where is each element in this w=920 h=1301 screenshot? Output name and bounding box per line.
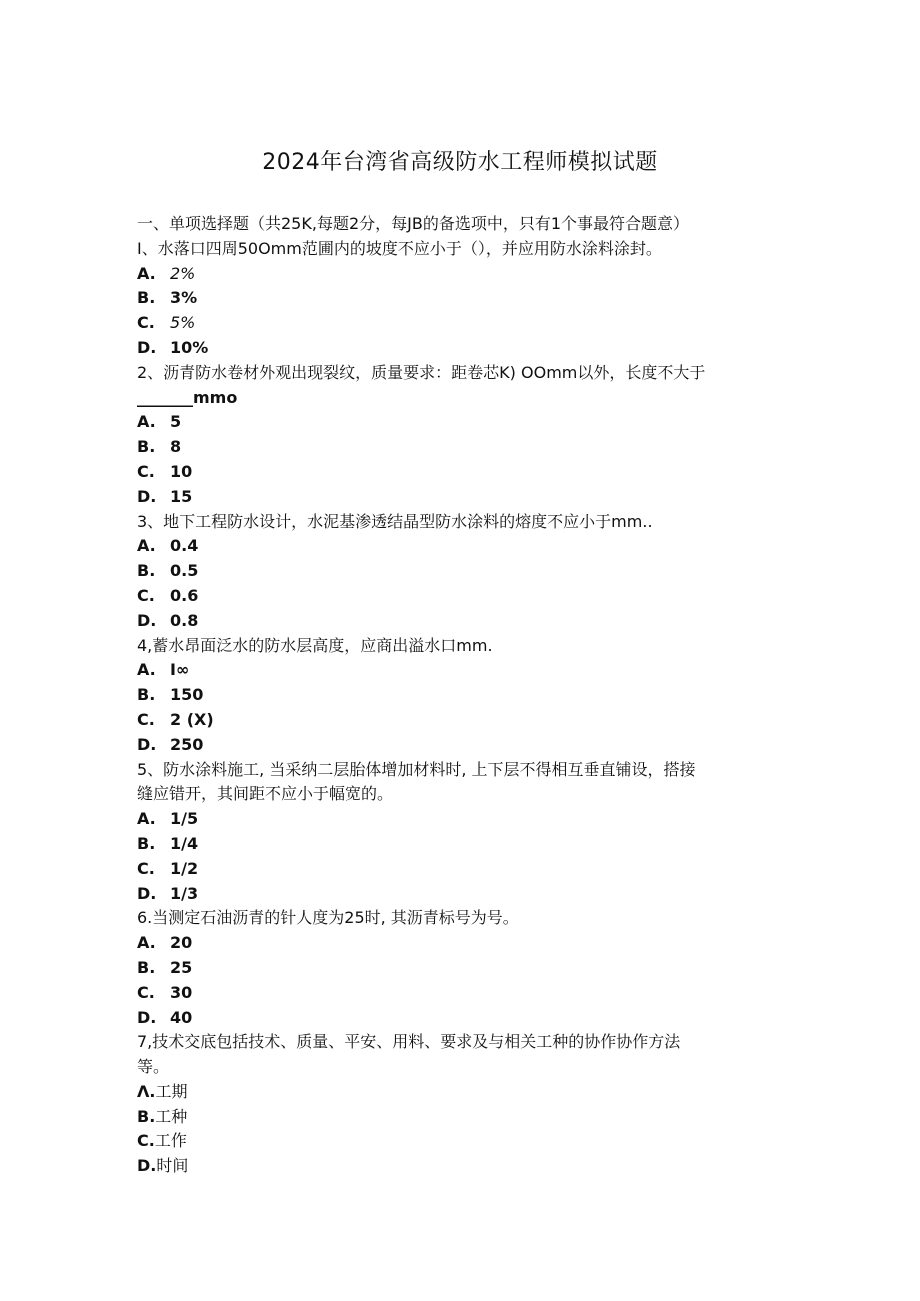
option-c xyxy=(137,981,797,1006)
option-label: C. xyxy=(137,313,155,333)
question-text: 6.当测定石油沥青的针人度为25时, 其沥青标号为号。 xyxy=(137,908,519,928)
option-value: 15 xyxy=(170,486,193,506)
option-d xyxy=(137,1154,797,1179)
option-label: D. xyxy=(137,734,157,754)
option-label: A. xyxy=(137,660,156,680)
option-label: C. xyxy=(137,461,155,481)
question-text: 5、防水涂料施工, 当采纳二层胎体增加材料时, 上下层不得相互垂直铺设，搭接 xyxy=(137,759,696,779)
question-text: 7,技术交底包括技术、质量、平安、用料、要求及与相关工种的协作协作方法 xyxy=(137,1032,681,1052)
option-a xyxy=(137,262,797,287)
option-value: 40 xyxy=(170,1007,193,1027)
question-2 xyxy=(137,361,797,510)
option-value: 工作 xyxy=(154,1131,187,1151)
question-6 xyxy=(137,906,797,1030)
option-label: D. xyxy=(137,1156,157,1176)
option-a xyxy=(137,410,797,435)
option-b xyxy=(137,956,797,981)
option-value: 5% xyxy=(170,313,196,333)
option-label: B. xyxy=(137,437,156,457)
option-label: A. xyxy=(137,263,156,283)
option-a xyxy=(137,807,797,832)
option-value: 0.5 xyxy=(170,561,199,581)
option-b xyxy=(137,832,797,857)
question-text: 4,蓄水昂面泛水的防水层高度，应商出溢水口mm. xyxy=(137,635,493,655)
option-a xyxy=(137,658,797,683)
option-label: C. xyxy=(137,585,155,605)
option-a xyxy=(137,1080,797,1105)
option-label: B. xyxy=(137,561,156,581)
option-d xyxy=(137,1006,797,1031)
question-text-continued: 等。 xyxy=(137,1057,170,1077)
option-label: D. xyxy=(137,883,157,903)
question-1 xyxy=(137,237,797,361)
option-label: D. xyxy=(137,486,157,506)
option-value: 10 xyxy=(170,461,193,481)
question-7 xyxy=(137,1030,797,1179)
section-heading: 一、单项选择题（共25K,每题2分，每JB的备选项中，只有1个事最符合题意） xyxy=(137,214,689,233)
option-label: B. xyxy=(137,957,156,977)
option-value: 1/2 xyxy=(170,858,199,878)
question-text: I、水落口四周50Omm范圃内的坡度不应小于（），并应用防水涂料涂封。 xyxy=(137,238,662,258)
option-value: 3% xyxy=(170,288,198,308)
option-d xyxy=(137,733,797,758)
option-value: 工种 xyxy=(155,1106,188,1126)
option-c xyxy=(137,311,797,336)
option-b xyxy=(137,559,797,584)
question-text: 3、地下工程防水设计，水泥基渗透结晶型防水涂料的熔度不应小于mm.. xyxy=(137,511,653,531)
option-d xyxy=(137,609,797,634)
question-text-continued: _______mmo xyxy=(137,387,238,407)
option-a xyxy=(137,534,797,559)
option-value: 1/5 xyxy=(170,809,199,829)
option-c xyxy=(137,584,797,609)
option-value: 0.6 xyxy=(170,585,199,605)
option-value: I∞ xyxy=(170,660,190,680)
option-value: 0.8 xyxy=(170,610,199,630)
option-label: B. xyxy=(137,1106,156,1126)
option-value: 250 xyxy=(170,734,204,754)
option-value: 8 xyxy=(170,437,182,457)
option-label: D. xyxy=(137,610,157,630)
option-value: 0.4 xyxy=(170,536,199,556)
option-value: 150 xyxy=(170,685,204,705)
question-4 xyxy=(137,634,797,758)
question-3 xyxy=(137,510,797,634)
option-label: A. xyxy=(137,412,156,432)
option-value: 10% xyxy=(170,337,209,357)
option-value: 20 xyxy=(170,933,193,953)
option-value: 时间 xyxy=(156,1156,189,1176)
option-label: B. xyxy=(137,685,156,705)
option-label: B. xyxy=(137,288,156,308)
question-5 xyxy=(137,758,797,907)
question-list xyxy=(137,212,797,1179)
option-label: B. xyxy=(137,833,156,853)
option-c xyxy=(137,708,797,733)
option-label: C. xyxy=(137,982,155,1002)
question-text: 2、沥青防水卷材外观出现裂纹，质量要求：距卷芯K) OOmm以外，长度不大于 xyxy=(137,362,706,382)
option-b xyxy=(137,1105,797,1130)
document-title: 2024年台湾省高级防水工程师模拟试题 xyxy=(262,150,658,175)
option-label: C. xyxy=(137,858,155,878)
option-value: 30 xyxy=(170,982,193,1002)
option-value: 5 xyxy=(170,412,182,432)
option-value: 2% xyxy=(170,263,196,283)
option-d xyxy=(137,336,797,361)
option-value: 工期 xyxy=(155,1081,188,1101)
option-label: A. xyxy=(137,536,156,556)
option-label: Λ. xyxy=(137,1081,156,1101)
option-label: A. xyxy=(137,933,156,953)
option-value: 25 xyxy=(170,957,193,977)
option-d xyxy=(137,485,797,510)
question-text-continued: 缝应错开，其间距不应小于幅宽的。 xyxy=(137,784,394,804)
option-c xyxy=(137,1129,797,1154)
option-label: D. xyxy=(137,337,157,357)
option-value: 2 (X) xyxy=(170,709,214,729)
option-b xyxy=(137,286,797,311)
option-b xyxy=(137,683,797,708)
option-value: 1/4 xyxy=(170,833,199,853)
option-a xyxy=(137,931,797,956)
option-value: 1/3 xyxy=(170,883,199,903)
option-b xyxy=(137,435,797,460)
option-c xyxy=(137,460,797,485)
option-label: C. xyxy=(137,709,155,729)
option-label: A. xyxy=(137,809,156,829)
option-label: D. xyxy=(137,1007,157,1027)
option-label: C. xyxy=(137,1131,155,1151)
option-c xyxy=(137,857,797,882)
option-d xyxy=(137,882,797,907)
